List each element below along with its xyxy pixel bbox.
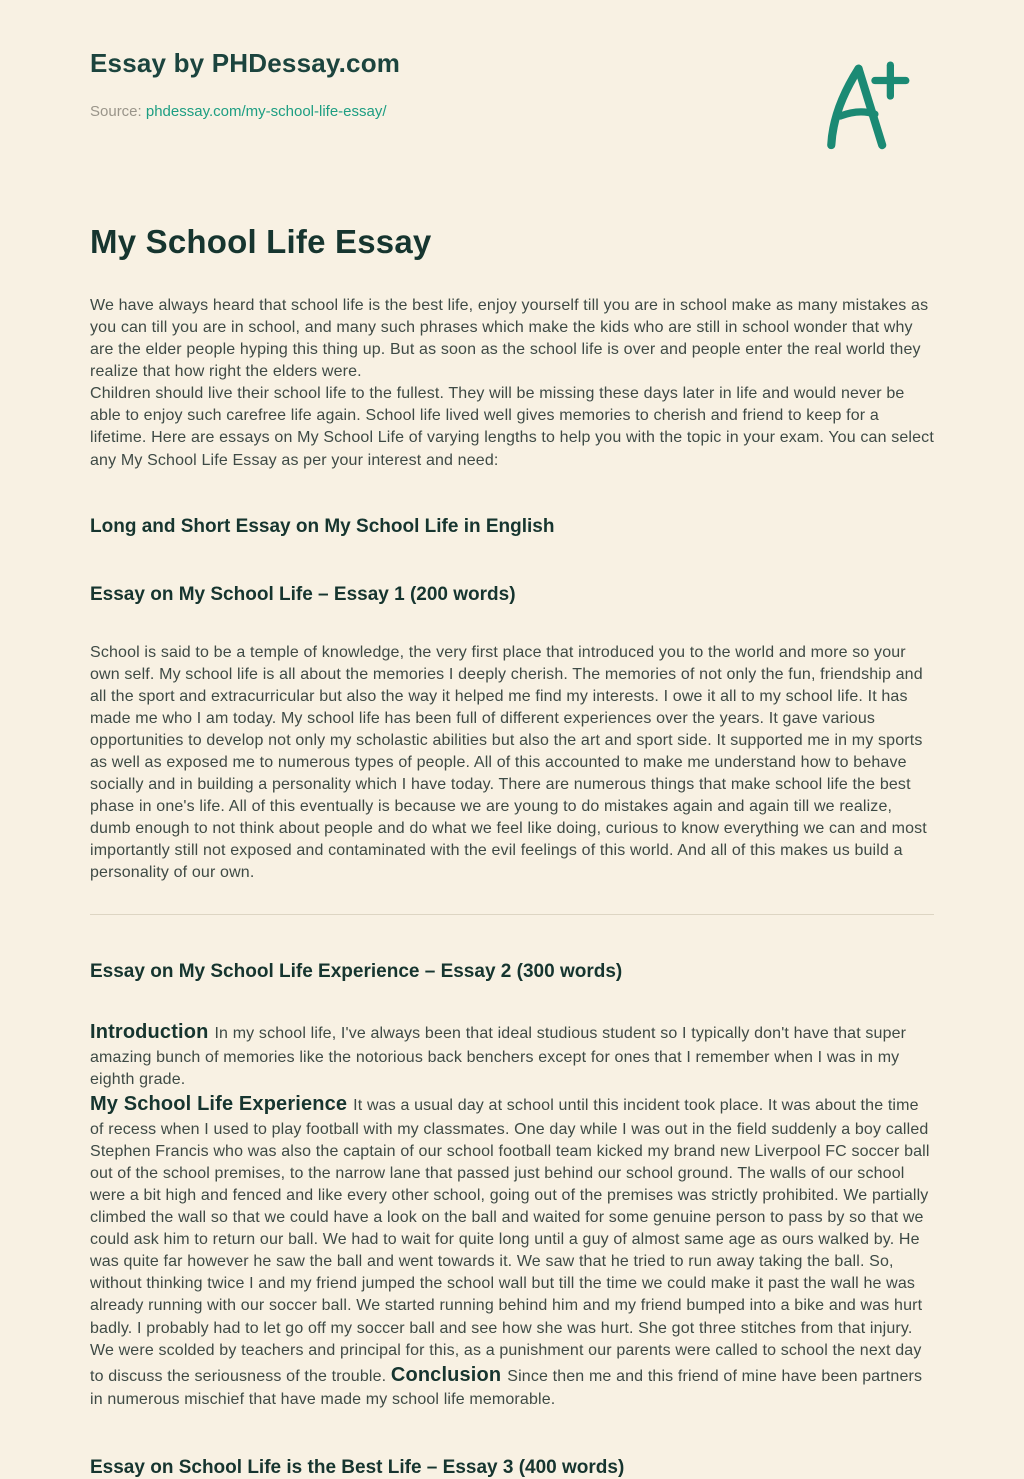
experience-label: My School Life Experience xyxy=(90,1093,348,1116)
source-link[interactable]: phdessay.com/my-school-life-essay/ xyxy=(145,103,387,120)
essay2-heading: Essay on My School Life Experience – Essay 2 (300 words) xyxy=(90,961,623,983)
introduction-label: Introduction xyxy=(90,1021,209,1044)
conclusion-label: Conclusion xyxy=(390,1363,502,1386)
intro-paragraph-2: Children should live their school life to the fullest. They will be missing these days later in life and would never be able to enjoy such carefree life again. School life lived well gives memories to cherish and friend to keep for a lifetime. Here are essays on My School Life of varying lengths to help you with the topic in your exam. You can select any My School Life Essay as per your interest and need: xyxy=(90,385,934,469)
source-label: Source: xyxy=(90,103,146,120)
conclusion-text: Since then me and this friend of mine have been partners in numerous mischief that have made my school life memorable. xyxy=(90,1367,923,1409)
essay1-paragraph: School is said to be a temple of knowledge, the very first place that introduced you to the world and more so your own self. My school life is all about the memories I deeply cherish. The memories of not only the fun, friendship and all the sport and extracurricular but also the way it helped me find my interests. I owe it all to my school life. It has made me who I am today. My school life has been full of different experiences over the years. It gave various opportunities to develop not only my scholastic abilities but also the art and sport side. It supported me in my sports as well as exposed me to numerous types of people. All of this accounted to make me understand how to behave socially and in building a personality which I have today. There are numerous things that make school life the best phase in one's life. All of this eventually is because we are young to do mistakes again and again till we realize, dumb enough to not think about people and do what we feel like doing, curious to know everything we can and most importantly still not exposed and contaminated with the evil feelings of this world. And all of this makes us build a personality of our own. xyxy=(90,643,927,882)
section-divider xyxy=(90,914,934,915)
essay2-experience-paragraph xyxy=(90,1091,934,1411)
page-title: My School Life Essay xyxy=(90,223,432,260)
essay1-body xyxy=(90,642,934,885)
phdessay-logo-icon xyxy=(818,56,910,161)
intro-block xyxy=(90,295,934,472)
site-title: Essay by PHDessay.com xyxy=(90,48,401,78)
source-line xyxy=(90,103,400,120)
section-heading-long-and-short: Long and Short Essay on My School Life in English xyxy=(90,515,555,537)
experience-text: It was a usual day at school until this incident took place. It was about the time of recess when I used to play football with my classmates. One day while I was out in the field suddenly a boy called Stephen Francis who was also the captain of our school football team kicked my brand new Liverpool FC soccer ball out of the school premises, to the narrow lane that passed just behind our school ground. The walls of our school were a bit high and fenced and like every other school, going out of the premises was strictly prohibited. We partially climbed the wall so that we could have a look on the ball and waited for some genuine person to pass by so that we could ask him to return our ball. We had to wait for quite long until a guy of almost same age as ours walked by. He was quite far however he saw the ball and went towards it. We saw that he tried to run away taking the ball. So, without thinking twice I and my friend jumped the school wall but till the time we could make it past the wall he was already running with our soccer ball. We started running behind him and my friend bumped into a bike and was hurt badly. I probably had to let go off my soccer ball and see how she was hurt. She got three stitches from that injury. We were scolded by teachers and principal for this, as a punishment our parents were called to school the next day to discuss the seriousness of the trouble. xyxy=(90,1097,930,1385)
header-text-block xyxy=(90,48,400,120)
essay3-heading: Essay on School Life is the Best Life – Essay 3 (400 words) xyxy=(90,1457,625,1479)
introduction-text: In my school life, I've always been that ideal studious student so I typically don't have that super amazing bunch of memories like the notorious back benchers except for ones that I remember when I was in my eighth grade. xyxy=(90,1025,907,1089)
page-header xyxy=(90,48,934,161)
essay1-heading: Essay on My School Life – Essay 1 (200 words) xyxy=(90,583,516,605)
intro-paragraph-1: We have always heard that school life is the best life, enjoy yourself till you are in school make as many mistakes as you can till you are in school, and many such phrases which make the kids who are still in school wonder that why are the elder people hyping this thing up. But as soon as the school life is over and people enter the real world they realize that how right the elders were. xyxy=(90,297,929,381)
essay2-body xyxy=(90,1019,934,1411)
essay2-introduction-paragraph xyxy=(90,1019,934,1091)
